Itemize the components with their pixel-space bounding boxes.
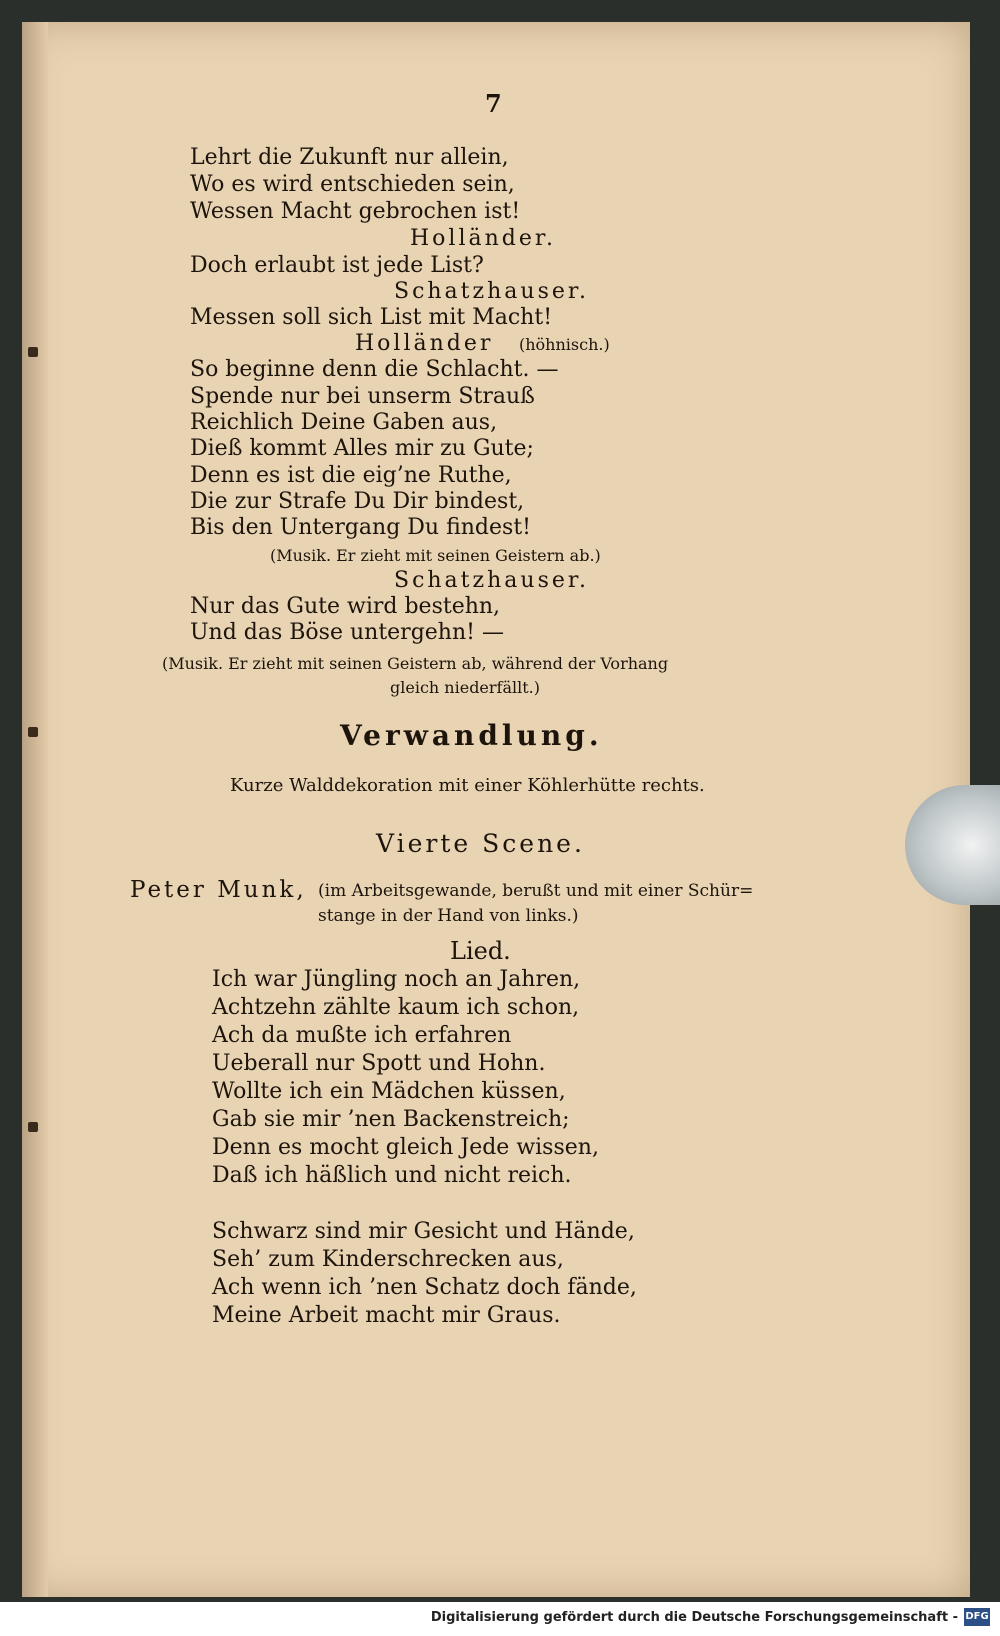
song-line: Ich war Jüngling noch an Jahren, — [212, 967, 581, 992]
page-number: 7 — [485, 89, 502, 118]
binding-mark — [28, 1122, 38, 1132]
verse-line: Bis den Untergang Du findest! — [190, 515, 531, 540]
stage-direction: stange in der Hand von links.) — [318, 906, 579, 926]
binding-mark — [28, 347, 38, 357]
scene-setting: Kurze Walddekoration mit einer Köhlerhütte rechts. — [230, 775, 705, 796]
stage-direction: gleich niederfällt.) — [390, 678, 540, 697]
song-line: Ach wenn ich ’nen Schatz doch fände, — [212, 1275, 637, 1300]
verse-line: Reichlich Deine Gaben aus, — [190, 410, 498, 435]
funding-note: Digitalisierung gefördert durch die Deutsche Forschungsgemeinschaft - — [430, 1610, 958, 1625]
verse-line: Und das Böse untergehn! — — [190, 620, 504, 645]
verse-line: Denn es ist die eig’ne Ruthe, — [190, 463, 512, 488]
section-heading: Verwandlung. — [340, 719, 603, 752]
speaker-name: Schatzhauser. — [394, 568, 589, 593]
stage-direction: (höhnisch.) — [519, 335, 610, 354]
verse-line: Die zur Strafe Du Dir bindest, — [190, 489, 525, 514]
verse-line: So beginne denn die Schlacht. — — [190, 357, 559, 382]
verse-line: Dieß kommt Alles mir zu Gute; — [190, 436, 534, 461]
song-line: Ach da mußte ich erfahren — [212, 1023, 512, 1048]
stage-direction: (im Arbeitsgewande, berußt und mit einer Schür= — [318, 881, 754, 901]
footer-bar — [0, 1602, 1000, 1636]
speaker-name: Peter Munk, — [130, 877, 307, 903]
song-line: Gab sie mir ’nen Backenstreich; — [212, 1107, 570, 1132]
stage-direction: (Musik. Er zieht mit seinen Geistern ab.) — [270, 546, 601, 565]
song-line: Meine Arbeit macht mir Graus. — [212, 1303, 561, 1328]
song-line: Schwarz sind mir Gesicht und Hände, — [212, 1219, 635, 1244]
speaker-name: Holländer — [355, 331, 494, 356]
binding-mark — [28, 727, 38, 737]
book-page — [22, 22, 970, 1597]
song-line: Denn es mocht gleich Jede wissen, — [212, 1135, 599, 1160]
scene-title: Vierte Scene. — [376, 829, 585, 858]
song-line: Seh’ zum Kinderschrecken aus, — [212, 1247, 564, 1272]
verse-line: Lehrt die Zukunft nur allein, — [190, 145, 509, 170]
verse-line: Wessen Macht gebrochen ist! — [190, 199, 521, 224]
verse-line: Doch erlaubt ist jede List? — [190, 253, 484, 278]
verse-line: Spende nur bei unserm Strauß — [190, 384, 535, 409]
verse-line: Wo es wird entschieden sein, — [190, 172, 515, 197]
song-line: Wollte ich ein Mädchen küssen, — [212, 1079, 566, 1104]
song-title: Lied. — [450, 937, 511, 965]
stage-direction: (Musik. Er zieht mit seinen Geistern ab, während der Vorhang — [162, 654, 669, 673]
speaker-name: Schatzhauser. — [394, 279, 589, 304]
verse-line: Messen soll sich List mit Macht! — [190, 305, 553, 330]
page-gutter — [22, 22, 48, 1597]
dfg-logo: DFG — [964, 1608, 990, 1626]
song-line: Daß ich häßlich und nicht reich. — [212, 1163, 572, 1188]
verse-line: Nur das Gute wird bestehn, — [190, 594, 501, 619]
song-line: Ueberall nur Spott und Hohn. — [212, 1051, 546, 1076]
speaker-name: Holländer. — [410, 226, 556, 251]
song-line: Achtzehn zählte kaum ich schon, — [212, 995, 580, 1020]
